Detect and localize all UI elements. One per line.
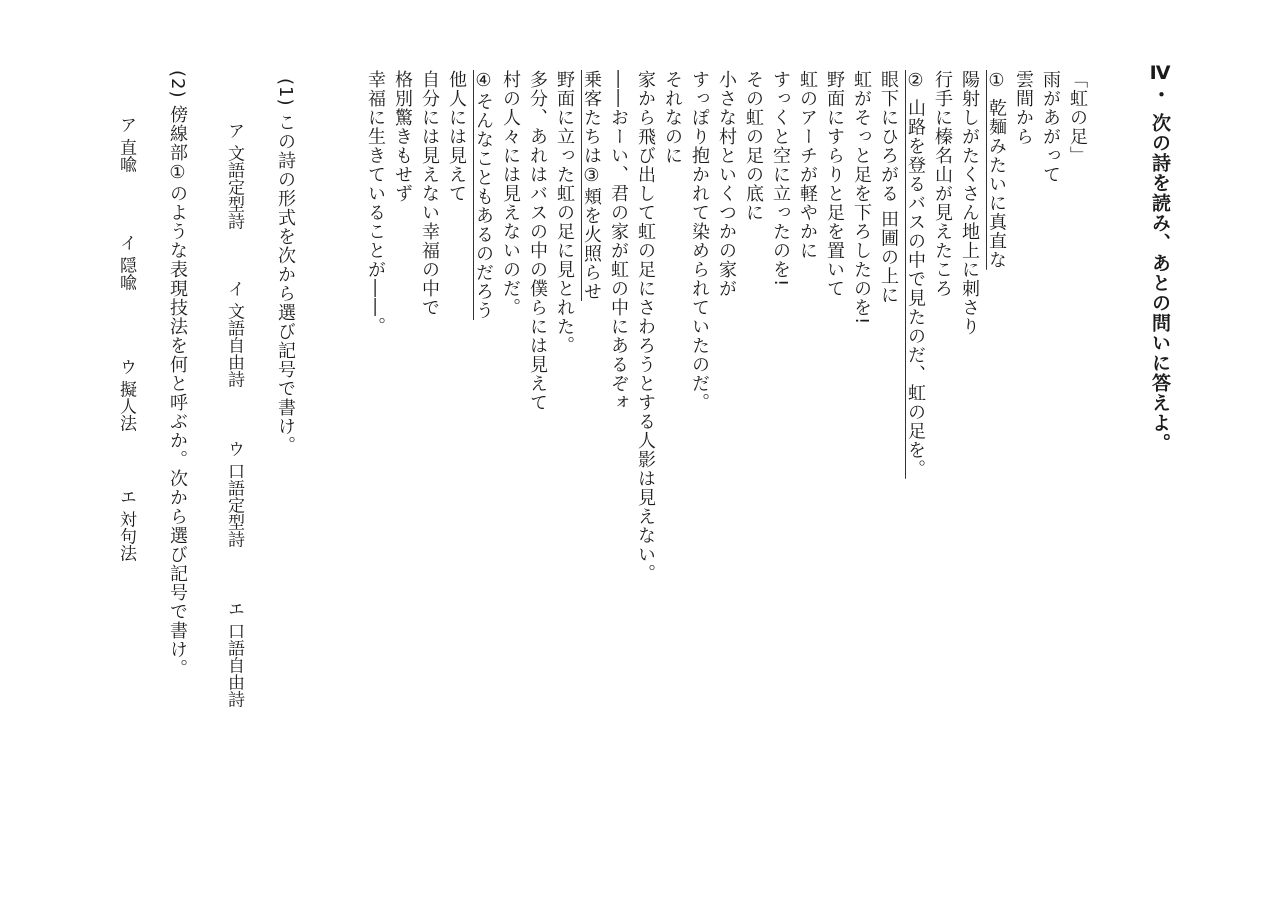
- poem-line: 幸福に生きていることが――。: [365, 70, 386, 336]
- section-heading: Ⅳ・ 次の詩を読み、あとの問いに答えよ。: [1149, 62, 1171, 453]
- poem-line: 小さな村といくつかの家が: [716, 70, 737, 298]
- q1-choice-i: イ 文語自由詩: [224, 280, 244, 388]
- q1-choice-e: エ 口語自由詩: [224, 600, 244, 708]
- poem-line: 家から飛び出して虹の足にさわろうとする人影は見えない。: [635, 70, 656, 583]
- poem-line: 野面に立った虹の足に見とれた。: [554, 70, 575, 355]
- poem-line: ② 山路を登るバスの中で見たのだ、虹の足を。: [905, 70, 926, 479]
- q2-choice-u: ウ 擬人法: [116, 358, 136, 432]
- poem-line: それなのに: [662, 70, 683, 165]
- q1-choice-a: ア 文語定型詩: [224, 122, 244, 230]
- poem-line: すっぽり抱かれて染められていたのだ。: [689, 70, 710, 412]
- question-2-prompt: (2) 傍線部①のような表現技法を何と呼ぶか。次から選び記号で書け。: [167, 70, 188, 679]
- poem-line: 多分、あれはバスの中の僕らには見えて: [527, 70, 548, 412]
- poem-line: 格別驚きもせず: [392, 70, 413, 203]
- q1-choice-u: ウ 口語定型詩: [224, 440, 244, 548]
- poem-line: すっくと空に立ったのを!: [770, 70, 791, 288]
- poem-line: 他人には見えて: [446, 70, 467, 203]
- poem-line: 雲間から: [1013, 70, 1034, 146]
- poem-line: ④そんなこともあるのだろう: [473, 70, 494, 320]
- q2-choice-e: エ 対句法: [116, 488, 136, 562]
- poem-line: 眼下にひろがる 田圃の上に: [878, 70, 899, 305]
- poem-line: 陽射しがたくさん地上に刺さり: [959, 70, 980, 336]
- poem-line: 行手に榛名山が見えたころ: [932, 70, 953, 298]
- poem-line: ① 乾麺みたいに真直な: [986, 70, 1007, 270]
- poem-line: 野面にすらりと足を置いて: [824, 70, 845, 298]
- question-1-prompt: (1) この詩の形式を次から選び記号で書け。: [275, 78, 296, 456]
- poem-line: 乗客たちは③頬を火照らせ: [581, 70, 602, 301]
- poem-line: 雨があがって: [1040, 70, 1061, 184]
- poem-line: その虹の足の底に: [743, 70, 764, 222]
- poem-line: ――おーい、君の家が虹の中にあるぞォ: [608, 70, 629, 412]
- poem-line: 村の人々には見えないのだ。: [500, 70, 521, 317]
- poem-line: 「虹の足」: [1067, 70, 1088, 165]
- q2-choice-a: ア 直喩: [116, 116, 136, 173]
- poem-line: 自分には見えない幸福の中で: [419, 70, 440, 317]
- q2-choice-i: イ 隠喩: [116, 234, 136, 291]
- poem-line: 虹のアーチが軽やかに: [797, 70, 818, 260]
- poem-line: 虹がそっと足を下ろしたのを!: [851, 70, 872, 326]
